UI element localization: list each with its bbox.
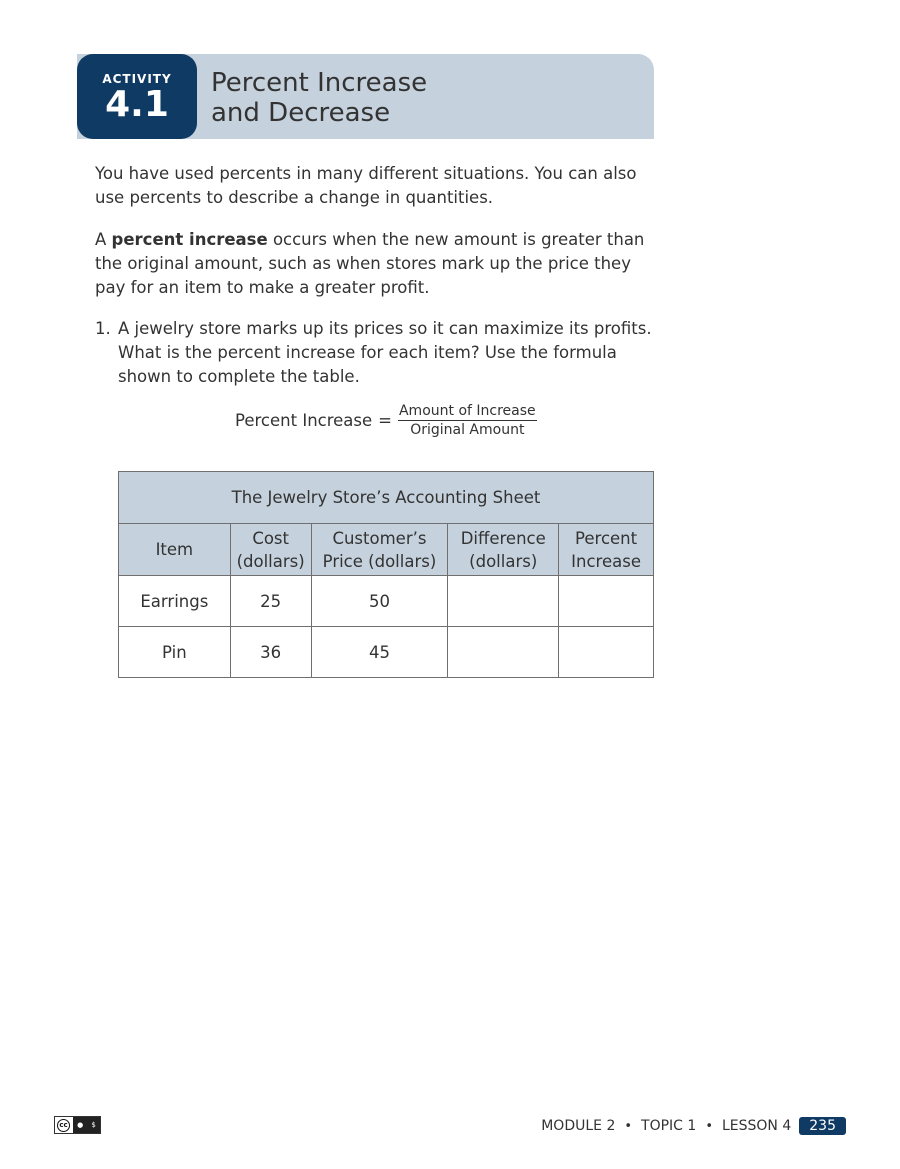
definition-prefix: A [95,230,112,249]
header-item: Item [119,524,231,576]
formula-equals: = [378,410,392,430]
table-caption: The Jewelry Store’s Accounting Sheet [119,472,654,524]
cell-price: 50 [311,576,448,627]
cell-difference-input[interactable] [448,627,559,678]
question-number: 1. [95,319,111,338]
cell-cost: 25 [230,576,311,627]
footer-lesson: LESSON 4 [721,1118,792,1134]
by-icon: ● [77,1121,84,1129]
activity-number: 4.1 [105,84,169,125]
percent-increase-formula [235,402,537,438]
activity-badge [77,54,197,139]
footer-module: MODULE 2 [541,1118,616,1134]
formula-lhs: Percent Increase [235,410,373,430]
cell-percent-input[interactable] [559,576,654,627]
cc-by-nc-bar [73,1117,100,1133]
formula-fraction [398,403,537,438]
formula-numerator: Amount of Increase [398,402,536,419]
cell-item: Earrings [119,576,231,627]
definition-suffix: occurs when the new amount is greater than the original amount, such as when stores mark up the price they pay for an item to make a greater profit. [95,230,645,297]
cell-cost: 36 [230,627,311,678]
header-customer-price: Customer’s Price (dollars) [311,524,448,576]
page-number: 235 [799,1117,846,1135]
activity-title [211,68,427,128]
activity-label: ACTIVITY [102,72,172,86]
page-footer [541,1117,846,1135]
formula-denominator: Original Amount [410,421,525,438]
definition-term: percent increase [111,230,268,249]
nc-icon: $ [91,1121,96,1129]
title-line-2: and Decrease [211,98,391,128]
header-difference: Difference (dollars) [448,524,559,576]
cc-circle-icon: cc [57,1119,70,1132]
question-text: A jewelry store marks up its prices so it can maximize its profits. What is the percent increase for each item? Use the formula shown to complete the table. [118,319,652,386]
cell-item: Pin [119,627,231,678]
cell-difference-input[interactable] [448,576,559,627]
header-percent-increase: Percent Increase [559,524,654,576]
header-cost: Cost (dollars) [230,524,311,576]
footer-topic: TOPIC 1 [641,1118,697,1134]
table-row [119,576,654,627]
footer-separator: • [705,1118,713,1134]
title-line-1: Percent Increase [211,68,428,98]
cell-price: 45 [311,627,448,678]
definition-paragraph [95,228,655,300]
accounting-sheet-table [118,471,654,678]
intro-paragraph: You have used percents in many different situations. You can also use percents to describe a change in quantities. [95,164,637,207]
footer-separator: • [624,1118,633,1134]
table-row [119,627,654,678]
cell-percent-input[interactable] [559,627,654,678]
cc-by-nc-icon [54,1116,101,1134]
